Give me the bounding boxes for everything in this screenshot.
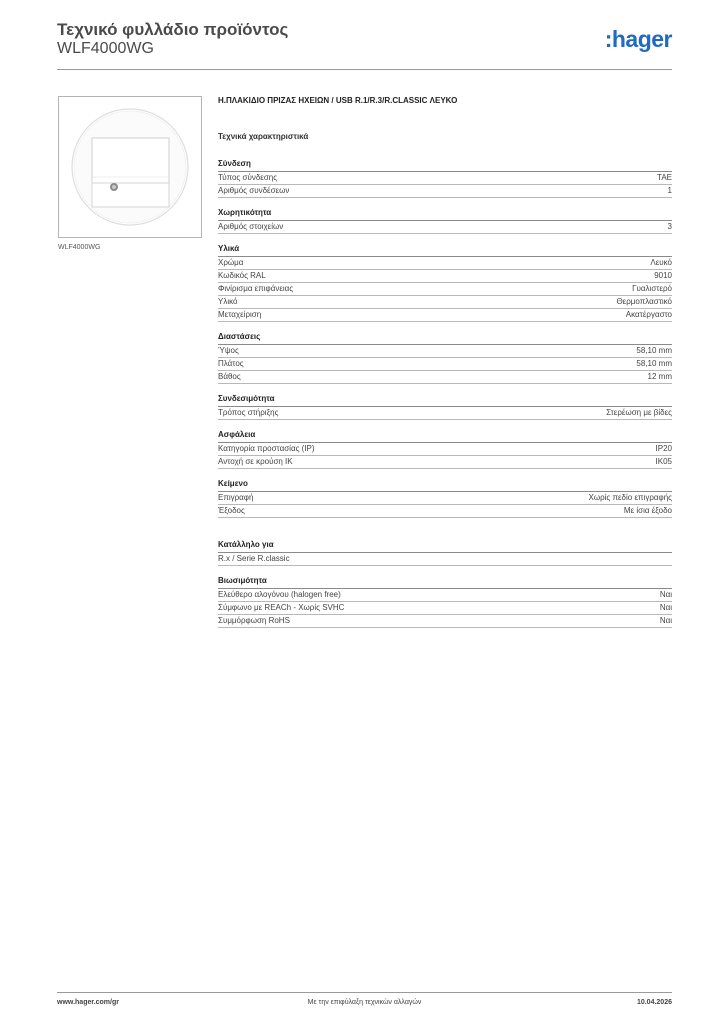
spec-label: Μεταχείριση — [218, 310, 262, 319]
section-sustainability — [218, 576, 672, 628]
product-title: Η.ΠΛΑΚΙΔΙΟ ΠΡΙΖΑΣ ΗΧΕΙΩΝ / USB R.1/R.3/R.CLASSIC ΛΕΥΚΟ — [218, 96, 458, 105]
spec-value: 1 — [667, 186, 672, 195]
section-title: Ασφάλεια — [218, 430, 672, 443]
spec-row — [218, 257, 672, 270]
document-title: Τεχνικό φυλλάδιο προϊόντος — [57, 20, 289, 39]
spec-label: Χρώμα — [218, 258, 244, 267]
spec-value: Θερμοπλαστικό — [616, 297, 672, 306]
section-suitable-for — [218, 540, 672, 566]
section-capacity — [218, 208, 672, 234]
spec-label: Έξοδος — [218, 506, 245, 515]
spec-value: Ναι — [659, 616, 672, 625]
spec-label: Επιγραφή — [218, 493, 254, 502]
spec-value: IK05 — [655, 457, 672, 466]
spec-label: Ελεύθερο αλογόνου (halogen free) — [218, 590, 341, 599]
spec-value: 58,10 mm — [636, 359, 672, 368]
spec-row — [218, 505, 672, 518]
spec-row — [218, 492, 672, 505]
spec-label: Σύμφωνο με REACh - Χωρίς SVHC — [218, 603, 345, 612]
spec-label: R.x / Serie R.classic — [218, 554, 290, 563]
spec-label: Τύπος σύνδεσης — [218, 173, 278, 182]
spec-label: Πλάτος — [218, 359, 244, 368]
spec-row — [218, 185, 672, 198]
spec-label: Υλικό — [218, 297, 238, 306]
product-image-caption: WLF4000WG — [58, 244, 101, 251]
footer-date: 10.04.2026 — [636, 999, 672, 1006]
spec-value: Στερέωση με βίδες — [606, 408, 672, 417]
spec-value: 12 mm — [647, 372, 672, 381]
spec-label: Ύψος — [218, 346, 239, 355]
spec-row — [218, 443, 672, 456]
section-title: Υλικά — [218, 244, 672, 257]
spec-label: Συμμόρφωση RoHS — [218, 616, 290, 625]
spec-row — [218, 589, 672, 602]
spec-row — [218, 283, 672, 296]
spec-row — [218, 456, 672, 469]
product-image — [58, 96, 202, 238]
product-plate-illustration — [59, 97, 201, 237]
section-title: Σύνδεση — [218, 159, 672, 172]
spec-row — [218, 345, 672, 358]
spec-content — [218, 96, 672, 638]
spec-label: Αριθμός συνδέσεων — [218, 186, 290, 195]
section-title: Κείμενο — [218, 479, 672, 492]
spec-value: 9010 — [654, 271, 672, 280]
footer-divider — [57, 992, 672, 993]
section-title: Διαστάσεις — [218, 332, 672, 345]
spec-value: Ναι — [659, 590, 672, 599]
section-dimensions — [218, 332, 672, 384]
hager-logo: :hager — [604, 26, 672, 52]
spec-row — [218, 602, 672, 615]
section-title: Χωρητικότητα — [218, 208, 672, 221]
spec-value: Με ίσια έξοδο — [623, 506, 672, 515]
section-safety — [218, 430, 672, 469]
spec-value: TAE — [657, 173, 672, 182]
spec-row — [218, 615, 672, 628]
spec-row — [218, 296, 672, 309]
product-code: WLF4000WG — [57, 40, 154, 57]
spec-value: 3 — [667, 222, 672, 231]
spec-row — [218, 358, 672, 371]
footer-website-link[interactable]: www.hager.com/gr — [57, 999, 119, 1006]
spec-row — [218, 371, 672, 384]
spec-label: Τρόπος στήριξης — [218, 408, 279, 417]
spec-value: Ναι — [659, 603, 672, 612]
spec-value: Χωρίς πεδίο επιγραφής — [588, 493, 672, 502]
spec-label: Κατηγορία προστασίας (IP) — [218, 444, 315, 453]
section-text — [218, 479, 672, 518]
spec-row — [218, 309, 672, 322]
spec-value: Γυαλιστερό — [632, 284, 672, 293]
spec-label: Αντοχή σε κρούση IK — [218, 457, 293, 466]
section-title: Συνδεσιμότητα — [218, 394, 672, 407]
section-materials — [218, 244, 672, 322]
spec-value: IP20 — [655, 444, 672, 453]
spec-value: Λευκό — [650, 258, 672, 267]
section-connectivity — [218, 394, 672, 420]
footer-disclaimer: Με την επιφύλαξη τεχνικών αλλαγών — [307, 999, 422, 1006]
header-divider — [57, 69, 672, 70]
spec-row — [218, 172, 672, 185]
section-connection — [218, 159, 672, 198]
spec-label: Φινίρισμα επιφάνειας — [218, 284, 294, 293]
spec-row — [218, 553, 672, 566]
spec-row — [218, 221, 672, 234]
spec-value: 58,10 mm — [636, 346, 672, 355]
spec-row — [218, 270, 672, 283]
spec-row — [218, 407, 672, 420]
spec-label: Κωδικός RAL — [218, 271, 266, 280]
section-title: Βιωσιμότητα — [218, 576, 672, 589]
section-title: Κατάλληλο για — [218, 540, 672, 553]
tech-heading: Τεχνικά χαρακτηριστικά — [218, 132, 309, 141]
spec-label: Βάθος — [218, 372, 241, 381]
spec-value: Ακατέργαστο — [625, 310, 672, 319]
spec-label: Αριθμός στοιχείων — [218, 222, 284, 231]
